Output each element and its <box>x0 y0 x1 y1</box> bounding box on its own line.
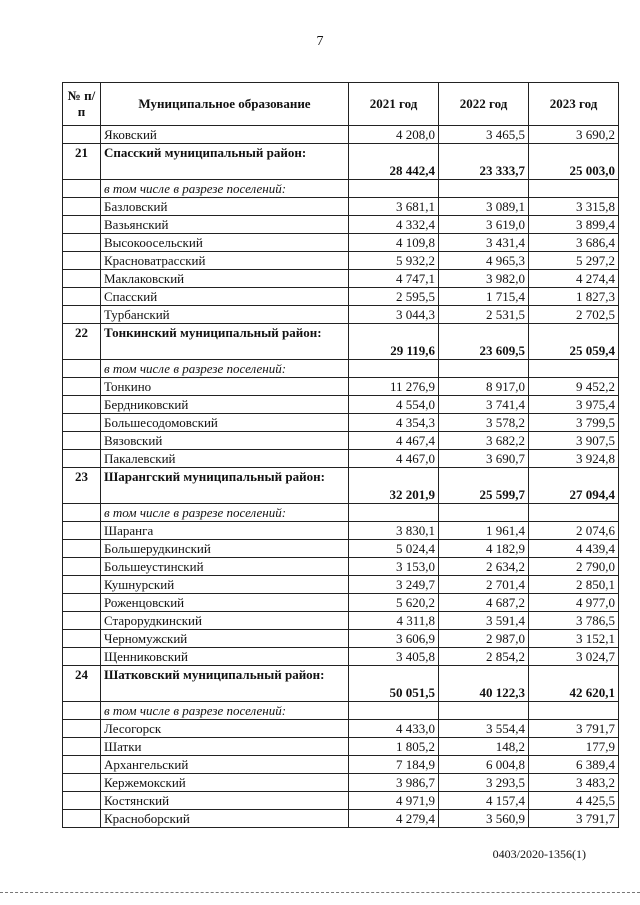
row-number <box>63 720 101 738</box>
value-2021: 2 595,5 <box>349 288 439 306</box>
table-row <box>63 594 619 612</box>
value-2021: 4 332,4 <box>349 216 439 234</box>
row-number <box>63 396 101 414</box>
table-row <box>63 234 619 252</box>
municipality-name: Костянский <box>101 792 349 810</box>
municipal-budget-table <box>62 82 619 828</box>
value-2022: 3 431,4 <box>439 234 529 252</box>
value-2021: 3 681,1 <box>349 198 439 216</box>
municipality-name: Черномужский <box>101 630 349 648</box>
header-municipality: Муниципальное образование <box>101 83 349 126</box>
value-2023 <box>529 702 619 720</box>
bottom-divider <box>0 892 640 893</box>
value-2022: 3 560,9 <box>439 810 529 828</box>
value-2021: 5 620,2 <box>349 594 439 612</box>
municipality-name: Лесогорск <box>101 720 349 738</box>
subheading-row <box>63 180 619 198</box>
value-2022: 4 687,2 <box>439 594 529 612</box>
municipality-name: Тонкинский муниципальный район: <box>101 324 349 360</box>
municipality-name: Высокоосельский <box>101 234 349 252</box>
municipality-name: Большеустинский <box>101 558 349 576</box>
table-row <box>63 198 619 216</box>
row-number <box>63 630 101 648</box>
value-2022: 3 741,4 <box>439 396 529 414</box>
value-2023: 25 003,0 <box>529 144 619 180</box>
row-number <box>63 360 101 378</box>
district-row <box>63 144 619 180</box>
municipality-name: Бердниковский <box>101 396 349 414</box>
table-row <box>63 306 619 324</box>
value-2021 <box>349 504 439 522</box>
municipality-name: Красноватрасский <box>101 252 349 270</box>
table-row <box>63 540 619 558</box>
value-2023: 2 702,5 <box>529 306 619 324</box>
value-2023: 3 786,5 <box>529 612 619 630</box>
table-row <box>63 810 619 828</box>
municipality-name: Шатки <box>101 738 349 756</box>
table-row <box>63 450 619 468</box>
value-2022: 3 690,7 <box>439 450 529 468</box>
value-2023: 3 907,5 <box>529 432 619 450</box>
value-2022: 40 122,3 <box>439 666 529 702</box>
municipality-name: Турбанский <box>101 306 349 324</box>
value-2023: 4 977,0 <box>529 594 619 612</box>
table-row <box>63 378 619 396</box>
value-2021: 4 554,0 <box>349 396 439 414</box>
value-2021: 3 153,0 <box>349 558 439 576</box>
municipality-name: Шаранга <box>101 522 349 540</box>
row-number <box>63 522 101 540</box>
value-2023: 5 297,2 <box>529 252 619 270</box>
row-number <box>63 558 101 576</box>
value-2021: 4 354,3 <box>349 414 439 432</box>
municipality-name: Яковский <box>101 126 349 144</box>
value-2022 <box>439 360 529 378</box>
value-2021: 4 109,8 <box>349 234 439 252</box>
municipality-name: Базловский <box>101 198 349 216</box>
value-2021: 3 986,7 <box>349 774 439 792</box>
value-2021: 7 184,9 <box>349 756 439 774</box>
row-number <box>63 414 101 432</box>
value-2021: 4 433,0 <box>349 720 439 738</box>
row-number <box>63 702 101 720</box>
value-2023: 3 799,5 <box>529 414 619 432</box>
value-2022 <box>439 504 529 522</box>
value-2022: 3 982,0 <box>439 270 529 288</box>
table-row <box>63 576 619 594</box>
value-2021: 4 467,4 <box>349 432 439 450</box>
row-number <box>63 234 101 252</box>
row-number <box>63 450 101 468</box>
municipality-name: Спасский <box>101 288 349 306</box>
value-2022 <box>439 702 529 720</box>
municipality-name: Вазьянский <box>101 216 349 234</box>
value-2021: 5 024,4 <box>349 540 439 558</box>
district-row <box>63 324 619 360</box>
district-row <box>63 666 619 702</box>
table-row <box>63 414 619 432</box>
row-number <box>63 198 101 216</box>
value-2021: 4 747,1 <box>349 270 439 288</box>
table-row <box>63 612 619 630</box>
value-2021: 3 830,1 <box>349 522 439 540</box>
value-2021: 4 971,9 <box>349 792 439 810</box>
value-2022: 4 182,9 <box>439 540 529 558</box>
value-2022: 3 578,2 <box>439 414 529 432</box>
row-number <box>63 774 101 792</box>
value-2021: 11 276,9 <box>349 378 439 396</box>
value-2022: 3 619,0 <box>439 216 529 234</box>
value-2023: 3 152,1 <box>529 630 619 648</box>
municipality-name: Кушнурский <box>101 576 349 594</box>
value-2021: 3 606,9 <box>349 630 439 648</box>
value-2022: 3 293,5 <box>439 774 529 792</box>
value-2023: 2 074,6 <box>529 522 619 540</box>
row-number <box>63 216 101 234</box>
value-2022: 1 961,4 <box>439 522 529 540</box>
row-number <box>63 594 101 612</box>
value-2023: 42 620,1 <box>529 666 619 702</box>
municipality-name: Щенниковский <box>101 648 349 666</box>
value-2021: 4 208,0 <box>349 126 439 144</box>
table-row <box>63 648 619 666</box>
document-code: 0403/2020-1356(1) <box>492 847 586 861</box>
municipality-name: в том числе в разрезе поселений: <box>101 180 349 198</box>
table-row <box>63 522 619 540</box>
table-row <box>63 216 619 234</box>
value-2022: 25 599,7 <box>439 468 529 504</box>
header-number: № п/п <box>63 83 101 126</box>
municipality-name: в том числе в разрезе поселений: <box>101 360 349 378</box>
municipality-name: Вязовский <box>101 432 349 450</box>
table-row <box>63 396 619 414</box>
row-number <box>63 792 101 810</box>
value-2021 <box>349 702 439 720</box>
value-2022: 3 089,1 <box>439 198 529 216</box>
table-row <box>63 756 619 774</box>
value-2022: 1 715,4 <box>439 288 529 306</box>
value-2023: 3 791,7 <box>529 720 619 738</box>
page-number: 7 <box>316 34 324 49</box>
value-2022: 2 987,0 <box>439 630 529 648</box>
row-number <box>63 252 101 270</box>
value-2023: 9 452,2 <box>529 378 619 396</box>
value-2021: 3 405,8 <box>349 648 439 666</box>
value-2022: 2 854,2 <box>439 648 529 666</box>
value-2021: 4 279,4 <box>349 810 439 828</box>
value-2021: 3 249,7 <box>349 576 439 594</box>
table-row <box>63 432 619 450</box>
value-2022: 3 465,5 <box>439 126 529 144</box>
value-2021: 5 932,2 <box>349 252 439 270</box>
row-number <box>63 738 101 756</box>
value-2022 <box>439 180 529 198</box>
value-2022: 23 333,7 <box>439 144 529 180</box>
table-row <box>63 288 619 306</box>
value-2023: 27 094,4 <box>529 468 619 504</box>
value-2023: 4 439,4 <box>529 540 619 558</box>
row-number <box>63 576 101 594</box>
row-number <box>63 756 101 774</box>
municipality-name: в том числе в разрезе поселений: <box>101 702 349 720</box>
municipality-name: Старорудкинский <box>101 612 349 630</box>
value-2021: 3 044,3 <box>349 306 439 324</box>
table-row <box>63 738 619 756</box>
value-2023: 1 827,3 <box>529 288 619 306</box>
value-2021: 32 201,9 <box>349 468 439 504</box>
row-number: 21 <box>63 144 101 180</box>
value-2023: 3 924,8 <box>529 450 619 468</box>
district-row <box>63 468 619 504</box>
value-2023: 2 790,0 <box>529 558 619 576</box>
value-2022: 3 554,4 <box>439 720 529 738</box>
value-2022: 8 917,0 <box>439 378 529 396</box>
municipality-name: Спасский муниципальный район: <box>101 144 349 180</box>
subheading-row <box>63 504 619 522</box>
row-number <box>63 126 101 144</box>
value-2021: 4 311,8 <box>349 612 439 630</box>
value-2022: 148,2 <box>439 738 529 756</box>
row-number <box>63 288 101 306</box>
value-2023: 3 899,4 <box>529 216 619 234</box>
value-2023: 3 975,4 <box>529 396 619 414</box>
value-2021: 29 119,6 <box>349 324 439 360</box>
value-2023: 2 850,1 <box>529 576 619 594</box>
value-2023: 3 791,7 <box>529 810 619 828</box>
table-row <box>63 792 619 810</box>
value-2023 <box>529 504 619 522</box>
row-number <box>63 306 101 324</box>
municipality-name: Маклаковский <box>101 270 349 288</box>
row-number <box>63 504 101 522</box>
table-header-row <box>63 83 619 126</box>
row-number <box>63 270 101 288</box>
municipality-name: Шатковский муниципальный район: <box>101 666 349 702</box>
header-2021: 2021 год <box>349 83 439 126</box>
value-2022: 2 531,5 <box>439 306 529 324</box>
value-2023: 3 690,2 <box>529 126 619 144</box>
row-number <box>63 540 101 558</box>
subheading-row <box>63 702 619 720</box>
table-row <box>63 558 619 576</box>
value-2021 <box>349 360 439 378</box>
value-2022: 4 157,4 <box>439 792 529 810</box>
table-row <box>63 720 619 738</box>
value-2021: 4 467,0 <box>349 450 439 468</box>
header-2023: 2023 год <box>529 83 619 126</box>
value-2023: 25 059,4 <box>529 324 619 360</box>
row-number: 22 <box>63 324 101 360</box>
municipality-name: в том числе в разрезе поселений: <box>101 504 349 522</box>
value-2022: 2 634,2 <box>439 558 529 576</box>
header-2022: 2022 год <box>439 83 529 126</box>
value-2021 <box>349 180 439 198</box>
row-number <box>63 612 101 630</box>
municipality-name: Пакалевский <box>101 450 349 468</box>
row-number <box>63 810 101 828</box>
value-2023: 6 389,4 <box>529 756 619 774</box>
value-2021: 50 051,5 <box>349 666 439 702</box>
value-2023 <box>529 180 619 198</box>
row-number: 24 <box>63 666 101 702</box>
row-number: 23 <box>63 468 101 504</box>
value-2023: 3 483,2 <box>529 774 619 792</box>
subheading-row <box>63 360 619 378</box>
value-2023: 177,9 <box>529 738 619 756</box>
municipality-name: Большесодомовский <box>101 414 349 432</box>
table-body <box>63 126 619 828</box>
value-2023: 3 315,8 <box>529 198 619 216</box>
table-row <box>63 252 619 270</box>
municipality-name: Тонкино <box>101 378 349 396</box>
municipality-name: Большерудкинский <box>101 540 349 558</box>
row-number <box>63 180 101 198</box>
municipality-name: Шарангский муниципальный район: <box>101 468 349 504</box>
value-2022: 6 004,8 <box>439 756 529 774</box>
municipality-name: Архангельский <box>101 756 349 774</box>
row-number <box>63 378 101 396</box>
value-2023: 4 274,4 <box>529 270 619 288</box>
table-row <box>63 630 619 648</box>
value-2021: 28 442,4 <box>349 144 439 180</box>
value-2021: 1 805,2 <box>349 738 439 756</box>
row-number <box>63 432 101 450</box>
row-number <box>63 648 101 666</box>
value-2023: 3 686,4 <box>529 234 619 252</box>
table-row <box>63 270 619 288</box>
value-2022: 23 609,5 <box>439 324 529 360</box>
value-2023: 4 425,5 <box>529 792 619 810</box>
value-2023: 3 024,7 <box>529 648 619 666</box>
value-2022: 3 591,4 <box>439 612 529 630</box>
table-row <box>63 126 619 144</box>
municipality-name: Роженцовский <box>101 594 349 612</box>
value-2022: 2 701,4 <box>439 576 529 594</box>
value-2022: 3 682,2 <box>439 432 529 450</box>
municipality-name: Красноборский <box>101 810 349 828</box>
municipality-name: Кержемокский <box>101 774 349 792</box>
value-2023 <box>529 360 619 378</box>
value-2022: 4 965,3 <box>439 252 529 270</box>
table-row <box>63 774 619 792</box>
